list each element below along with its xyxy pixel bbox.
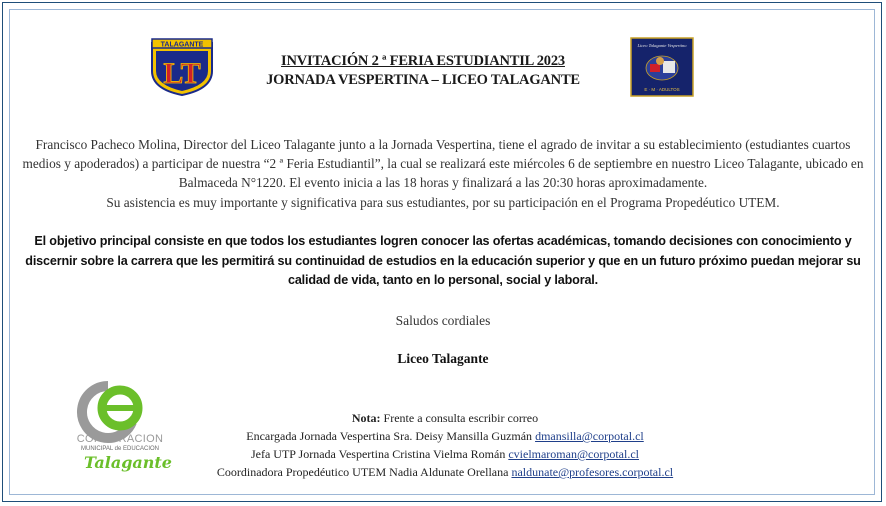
invitation-subtitle: JORNADA VESPERTINA – LICEO TALAGANTE: [266, 72, 580, 88]
contact-row: [200, 463, 690, 481]
contact-label: Jefa UTP Jornada Vespertina Cristina Vielma Román: [250, 447, 509, 461]
liceo-talagante-shield-logo: [150, 37, 214, 97]
contact-row: [200, 427, 690, 445]
invitation-paragraph-1: Francisco Pacheco Molina, Director del Liceo Talagante junto a la Jornada Vespertina, tiene el agrado de invitar a su establecimiento (estudiantes cuartos medios y apoderados) a participar de nuestra “2 ª Feria Estudiantil”, la cual se realizará este miércoles 6 de septiembre en nuestro Liceo Talagante, ubicado en Balmaceda N°1220. El evento inicia a las 18 horas y finalizará a las 20:30 horas aproximadamente.: [22, 137, 864, 191]
contact-label: Coordinadora Propedéutico UTEM Nadia Aldunate Orellana: [216, 465, 512, 479]
email-link[interactable]: naldunate@profesores.corpotal.cl: [511, 465, 674, 479]
email-link[interactable]: cvielmaroman@corpotal.cl: [508, 447, 639, 461]
invitation-paragraph-2: Su asistencia es muy importante y significativa para sus estudiantes, por su participación en el Programa Propedéutico UTEM.: [106, 194, 780, 210]
email-link[interactable]: dmansilla@corpotal.cl: [535, 429, 644, 443]
corporacion-municipal-logo: [50, 378, 190, 476]
corp-logo-line-2: MUNICIPAL de EDUCACION: [80, 446, 160, 452]
shield-banner-text: TALAGANTE: [160, 41, 204, 49]
signature: Liceo Talagante: [397, 351, 489, 366]
contacts-block: [200, 409, 690, 481]
note-text: Frente a consulta escribir correo: [380, 411, 539, 425]
contact-row: [200, 445, 690, 463]
invitation-title: INVITACIÓN 2 ª FERIA ESTUDIANTIL 2023: [281, 53, 565, 69]
note-label: Nota:: [351, 411, 381, 425]
vespertino-logo: [630, 37, 694, 97]
contact-note: [200, 409, 690, 427]
vespertino-logo-text: Liceo Talagante Vespertino: [637, 43, 687, 48]
corp-logo-line-3: Talagante: [84, 453, 172, 472]
invitation-body: [20, 135, 866, 212]
greeting: Saludos cordiales: [395, 313, 491, 328]
title-block: [230, 52, 616, 90]
objective-paragraph: El objetivo principal consiste en que todos los estudiantes logren conocer las ofertas académicas, tomando decisiones con conocimiento y discernir sobre la carrera que les permitirá su continuidad de estudios en la educación superior y que en un futuro próximo puedan mejorar su calidad de vida, tanto en lo personal, social y laboral.: [25, 234, 861, 287]
corp-logo-line-1: CORPORACION: [76, 433, 164, 445]
contact-label: Encargada Jornada Vespertina Sra. Deisy Mansilla Guzmán: [246, 429, 536, 443]
vespertino-logo-motto: E · M · ADULTOS: [644, 87, 680, 92]
shield-letters: LT: [163, 57, 201, 90]
